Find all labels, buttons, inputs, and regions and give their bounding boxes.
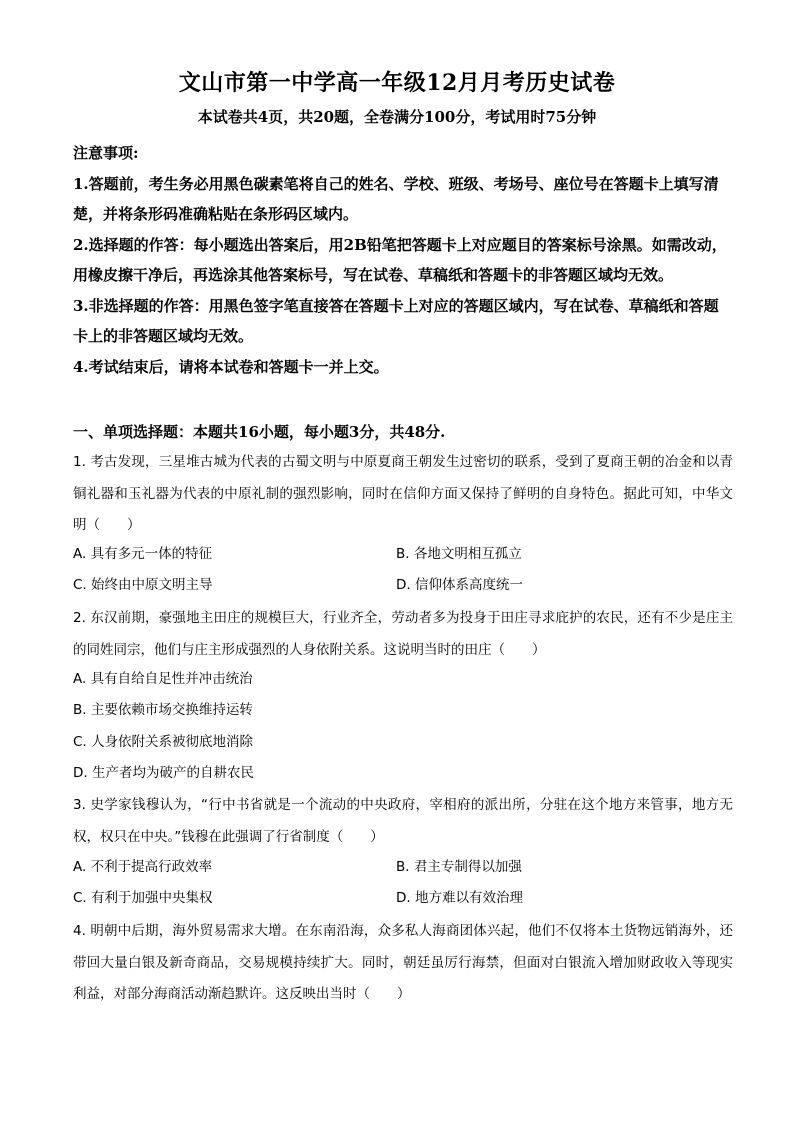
note-item-4: 4.考试结束后，请将本试卷和答题卡一并上交。 — [73, 357, 389, 376]
question-2-option-d: D. 生产者均为破产的自耕农民 — [73, 765, 254, 781]
notes-block — [73, 138, 733, 382]
question-1-stem: 1. 考古发现，三星堆古城为代表的古蜀文明与中原夏商王朝发生过密切的联系，受到了夏商王朝的冶金和以青铜礼器和玉礼器为代表的中原礼制的强烈影响，同时在信仰方面又保持了鲜明的自身特色。据此可知，中华文明（ ） — [73, 454, 733, 533]
question-3-stem: 3. 史学家钱穆认为，“行中书省就是一个流动的中央政府，宰相府的派出所，分驻在这个地方来管事，地方无权，权只在中央。”钱穆在此强调了行省制度（ ） — [73, 797, 733, 845]
question-3-option-a: A. 不利于提高行政效率 — [73, 859, 213, 875]
question-2-option-a: A. 具有自给自足性并冲击统治 — [73, 671, 253, 687]
section-heading: 一、单项选择题：本题共16小题，每小题3分，共48分. — [73, 423, 446, 441]
question-1-option-b: B. 各地文明相互孤立 — [396, 546, 522, 562]
question-2-stem: 2. 东汉前期，豪强地主田庄的规模巨大，行业齐全，劳动者多为投身于田庄寻求庇护的农民，还有不少是庄主的同姓同宗，他们与庄主形成强烈的人身依附关系。这说明当时的田庄（ ） — [73, 610, 733, 658]
exam-subtitle: 本试卷共4页，共20题，全卷满分100分，考试用时75分钟 — [197, 108, 597, 126]
notes-heading: 注意事项: — [73, 144, 139, 162]
question-1-option-a: A. 具有多元一体的特征 — [73, 546, 213, 562]
note-item-3: 3.非选择题的作答：用黑色签字笔直接答在答题卡上对应的答题区域内，写在试卷、草稿纸和答题卡上的非答题区域均无效。 — [73, 296, 719, 345]
question-2-option-c: C. 人身依附关系被彻底地消除 — [73, 734, 254, 750]
note-item-1: 1.答题前，考生务必用黑色碳素笔将自己的姓名、学校、班级、考场号、座位号在答题卡上填写清楚，并将条形码准确粘贴在条形码区域内。 — [73, 174, 719, 223]
question-2-option-b: B. 主要依赖市场交换维持运转 — [73, 702, 253, 718]
question-1-option-d: D. 信仰体系高度统一 — [396, 577, 523, 593]
question-4-stem: 4. 明朝中后期，海外贸易需求大增。在东南沿海，众多私人海商团体兴起，他们不仅将本土货物远销海外，还带回大量白银及新奇商品，交易规模持续扩大。同时，朝廷虽厉行海禁，但面对白银流入增加财政收入等现实利益，对部分海商活动渐趋默许。这反映出当时（ ） — [73, 923, 733, 1002]
question-3-option-d: D. 地方难以有效治理 — [396, 890, 523, 906]
question-1-option-c: C. 始终由中原文明主导 — [73, 577, 213, 593]
exam-title: 文山市第一中学高一年级12月月考历史试卷 — [178, 70, 616, 96]
question-3-option-c: C. 有利于加强中央集权 — [73, 890, 213, 906]
question-3-option-b: B. 君主专制得以加强 — [396, 859, 522, 875]
note-item-2: 2.选择题的作答：每小题选出答案后，用2B铅笔把答题卡上对应题目的答案标号涂黑。如需改动，用橡皮擦干净后，再选涂其他答案标号，写在试卷、草稿纸和答题卡的非答题区域均无效。 — [73, 235, 727, 284]
